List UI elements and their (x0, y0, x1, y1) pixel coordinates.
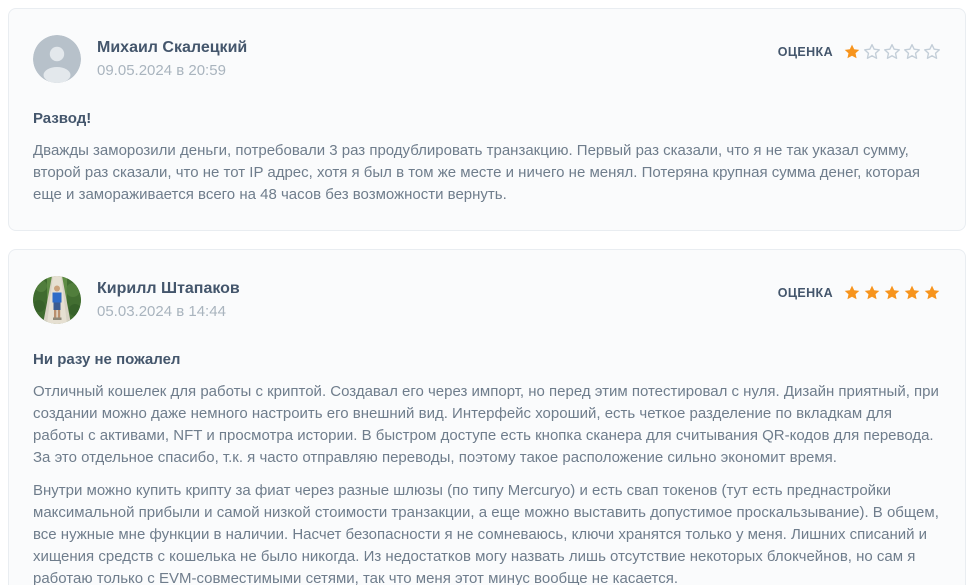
reviewer-name: Кирилл Штапаков (97, 280, 240, 297)
review-card (8, 249, 966, 585)
rating-block (778, 43, 941, 61)
reviewer-name: Михаил Скалецкий (97, 39, 248, 56)
star-rating-icons (843, 284, 941, 302)
review-date: 05.03.2024 в 14:44 (97, 303, 226, 320)
review-body (33, 140, 941, 206)
review-title: Развод! (33, 110, 92, 127)
review-card (8, 8, 966, 231)
review-header (33, 276, 941, 324)
avatar-user-photo (33, 276, 81, 324)
review-paragraph: Внутри можно купить крипту за фиат через разные шлюзы (по типу Mercuryo) и есть свап токенов (тут есть преднастройки максимальной прибыли и самой низкой стоимости транзакции, а еще можно выставить допустимое проскальзывание). В общем, все нужные мне функции в наличии. Насчет безопасности я не сомневаюсь, ключи хранятся только у меня. Лишних списаний и хищения средств с кошелька не было никогда. Из недостатков могу назвать лишь отсутствие некоторых блокчейнов, но сам я работаю только с EVM-совместимыми сетями, так что меня этот минус вообще не касается. (33, 482, 939, 585)
review-body (33, 381, 941, 585)
review-header (33, 35, 941, 83)
user-block (33, 35, 247, 83)
review-paragraph: Дважды заморозили деньги, потребовали 3 раз продублировать транзакцию. Первый раз сказали, что я не так указал сумму, второй раз сказали, что не тот IP адрес, хотя я был в том же месте и ничего не менял. Потеряна крупная сумма денег, которая еще и замораживается всего на 48 часов без возможности вернуть. (33, 142, 921, 203)
rating-label: ОЦЕНКА (777, 286, 833, 300)
rating-label: ОЦЕНКА (777, 45, 833, 59)
review-paragraph: Отличный кошелек для работы с криптой. Создавал его через импорт, но перед этим потестировал с нуля. Дизайн приятный, при создании можно даже немного настроить его внешний вид. Интерфейс хороший, есть четкое разделение по вкладкам для работы с активами, NFT и просмотра истории. В быстром доступе есть кнопка сканера для считывания QR-кодов для перевода. За это отдельное спасибо, т.к. я часто отправляю переводы, поэтому такое расположение сильно экономит время. (33, 383, 939, 466)
rating-block (778, 284, 941, 302)
avatar-placeholder-person-icon (33, 35, 81, 83)
review-title: Ни разу не пожалел (33, 351, 181, 368)
user-block (33, 276, 240, 324)
review-date: 09.05.2024 в 20:59 (97, 62, 226, 79)
user-meta (97, 39, 247, 79)
user-meta (97, 280, 240, 320)
star-rating-icons (843, 43, 941, 61)
